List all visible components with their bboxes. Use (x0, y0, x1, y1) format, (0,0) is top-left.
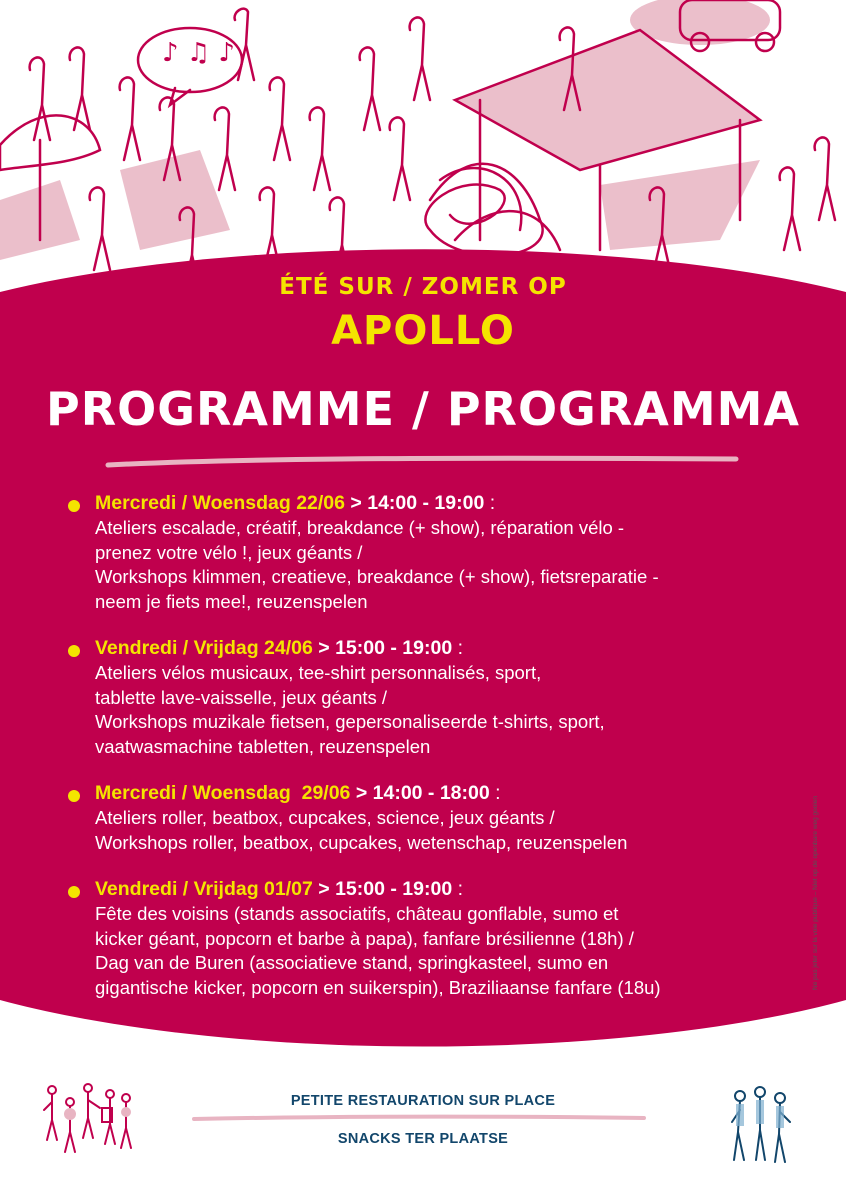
event-heading (95, 876, 768, 902)
event-item (68, 780, 768, 855)
event-time: > 15:00 - 19:00 (312, 637, 453, 659)
event-day: Mercredi / Woensdag 29/06 (95, 782, 351, 804)
event-time: > 15:00 - 19:00 (312, 878, 453, 900)
event-day: Vendredi / Vrijdag 01/07 (95, 878, 313, 900)
title-underline (104, 453, 740, 471)
event-line: neem je fiets mee!, reuzenspelen (95, 590, 368, 612)
event-day: Vendredi / Vrijdag 24/06 (95, 637, 313, 659)
event-colon: : (452, 878, 464, 900)
event-line: tablette lave-vaisselle, jeux géants / (95, 686, 388, 708)
event-heading (95, 635, 768, 661)
event-heading (95, 490, 768, 516)
event-colon: : (484, 492, 496, 514)
event-line: Workshops klimmen, creatieve, breakdance (+ show), fietsreparatie - (95, 566, 659, 587)
music-notes: ♪ ♫ ♪ (162, 38, 236, 68)
disposal-note: Ne pas jeter sur la voie publique – Niet op de openbare weg gooien (812, 795, 819, 990)
festival-title: APOLLO (331, 308, 515, 354)
bullet-dot (68, 500, 80, 512)
event-colon: : (452, 637, 464, 659)
programme-title: PROGRAMME / PROGRAMMA (46, 382, 800, 436)
event-line: Dag van de Buren (associatieve stand, springkasteel, sumo en (95, 952, 609, 973)
event-item (68, 876, 768, 1000)
event-line: Workshops muzikale fietsen, gepersonaliseerde t-shirts, sport, (95, 711, 605, 732)
bullet-dot (68, 886, 80, 898)
bullet-dot (68, 790, 80, 802)
event-item (68, 635, 768, 759)
bullet-dot (68, 645, 80, 657)
event-item (68, 490, 768, 614)
event-line: vaatwasmachine tabletten, reuzenspelen (95, 735, 431, 757)
people-icon (724, 1082, 804, 1166)
festival-subtitle: ÉTÉ SUR / ZOMER OP (279, 274, 567, 300)
event-line: gigantische kicker, popcorn en suikerspin), Braziliaanse fanfare (18u) (95, 976, 661, 998)
event-time: > 14:00 - 18:00 (350, 782, 490, 804)
event-line: kicker géant, popcorn et barbe à papa), fanfare brésilienne (18h) / (95, 927, 634, 949)
event-line: Ateliers vélos musicaux, tee-shirt personnalisés, sport, (95, 662, 542, 683)
event-time: > 14:00 - 19:00 (345, 492, 485, 514)
event-line: Workshops roller, beatbox, cupcakes, wetenschap, reuzenspelen (95, 831, 628, 853)
event-line: prenez votre vélo !, jeux géants / (95, 541, 363, 563)
footer-line-fr: PETITE RESTAURATION SUR PLACE (290, 1093, 556, 1109)
footer-line-nl: SNACKS TER PLAATSE (337, 1131, 509, 1147)
musicians-icon (40, 1080, 136, 1160)
event-line: Fête des voisins (stands associatifs, château gonflable, sumo et (95, 903, 619, 924)
event-line: Ateliers roller, beatbox, cupcakes, science, jeux géants / (95, 807, 555, 828)
footer-divider (190, 1113, 648, 1123)
event-line: Ateliers escalade, créatif, breakdance (+ show), réparation vélo - (95, 517, 625, 538)
event-day: Mercredi / Woensdag 22/06 (95, 492, 345, 514)
event-heading (95, 780, 768, 806)
event-colon: : (489, 782, 501, 804)
event-list (68, 490, 768, 1021)
